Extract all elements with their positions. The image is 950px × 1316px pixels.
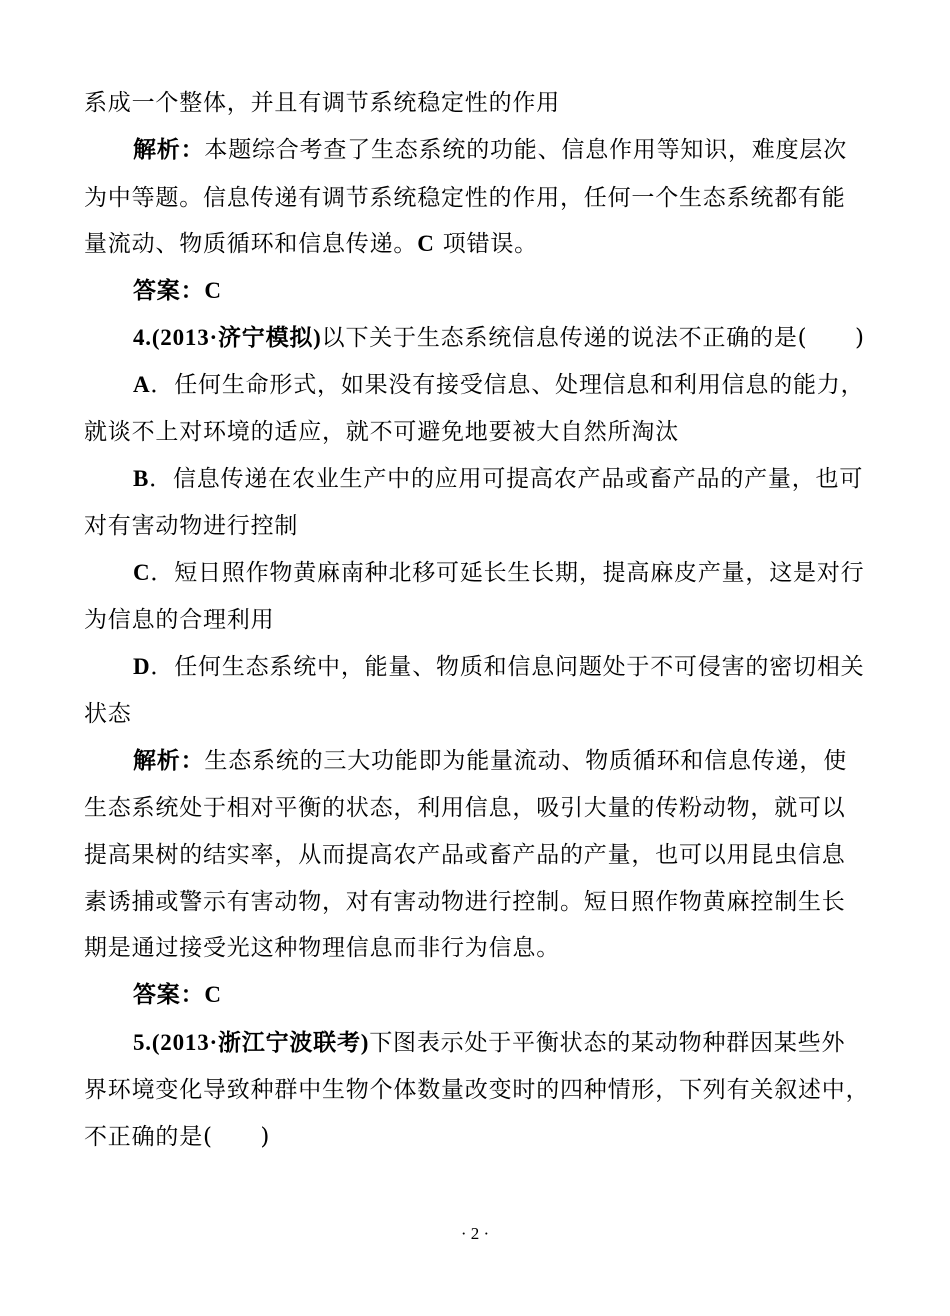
option-letter: A <box>133 372 151 397</box>
text-run: 期是通过接受光这种物理信息而非行为信息。 <box>84 935 560 961</box>
question-number: 4.(2013·济宁模拟) <box>133 325 322 350</box>
option-ref: C <box>417 231 435 256</box>
option-c <box>133 558 864 588</box>
text-line <box>84 1075 869 1105</box>
text-run: 本题综合考查了生态系统的功能、信息作用等知识，难度层次 <box>204 137 848 163</box>
text-run: 为中等题。信息传递有调节系统稳定性的作用，任何一个生态系统都有能 <box>84 185 846 211</box>
question-5-stem <box>133 1028 845 1058</box>
text-line <box>84 605 274 635</box>
text-run: ．短日照作物黄麻南种北移可延长生长期，提高麻皮产量，这是对行 <box>150 560 865 586</box>
option-d <box>133 652 864 682</box>
text-run: 为信息的合理利用 <box>84 607 275 633</box>
page-number: · 2 · <box>460 1224 490 1243</box>
text-run: 不正确的是( ) <box>84 1124 271 1150</box>
text-run: 生态系统处于相对平衡的状态，利用信息，吸引大量的传粉动物，就可以 <box>84 795 846 821</box>
text-run: 系成一个整体，并且有调节系统稳定性的作用 <box>84 90 560 116</box>
text-line <box>84 229 538 259</box>
text-run: ．任何生命形式，如果没有接受信息、处理信息和利用信息的能力， <box>150 372 865 398</box>
text-line <box>84 511 298 541</box>
option-letter: C <box>133 560 151 585</box>
question-4-stem <box>133 323 865 353</box>
answer-line <box>133 276 222 306</box>
option-a <box>133 370 864 400</box>
text-run: 项错误。 <box>434 231 538 257</box>
text-run: 就谈不上对环境的适应，就不可避免地要被大自然所淘汰 <box>84 419 679 445</box>
text-run: 界环境变化导致种群中生物个体数量改变时的四种情形，下列有关叙述中， <box>84 1077 870 1103</box>
text-run: ．任何生态系统中，能量、物质和信息问题处于不可侵害的密切相关 <box>150 654 865 680</box>
option-b <box>133 464 863 494</box>
analysis-label: 解析： <box>133 137 205 162</box>
answer-label: 答案：C <box>133 278 222 303</box>
text-line <box>84 887 846 917</box>
text-line <box>84 840 846 870</box>
text-line <box>84 88 560 118</box>
text-line <box>84 933 560 963</box>
answer-line <box>133 980 222 1010</box>
analysis-line <box>133 135 847 165</box>
text-line <box>84 183 846 213</box>
text-run: 提高果树的结实率，从而提高农产品或畜产品的产量，也可以用昆虫信息 <box>84 842 846 868</box>
text-line <box>84 793 846 823</box>
analysis-line <box>133 746 847 776</box>
text-run: 状态 <box>84 701 132 727</box>
option-letter: D <box>133 654 151 679</box>
text-line <box>84 699 132 729</box>
option-letter: B <box>133 466 150 491</box>
text-run: 量流动、物质循环和信息传递。 <box>84 231 418 257</box>
text-run: 对有害动物进行控制 <box>84 513 299 539</box>
text-run: ．信息传递在农业生产中的应用可提高农产品或畜产品的产量，也可 <box>149 466 864 492</box>
analysis-label: 解析： <box>133 748 205 773</box>
text-run: 素诱捕或警示有害动物，对有害动物进行控制。短日照作物黄麻控制生长 <box>84 889 846 915</box>
text-run: 以下关于生态系统信息传递的说法不正确的是( ) <box>321 325 865 351</box>
question-number: 5.(2013·浙江宁波联考) <box>133 1030 370 1055</box>
text-line <box>84 417 679 447</box>
text-run: 生态系统的三大功能即为能量流动、物质循环和信息传递，使 <box>204 748 848 774</box>
text-line <box>84 1122 270 1152</box>
text-run: 下图表示处于平衡状态的某动物种群因某些外 <box>369 1030 846 1056</box>
answer-label: 答案：C <box>133 982 222 1007</box>
